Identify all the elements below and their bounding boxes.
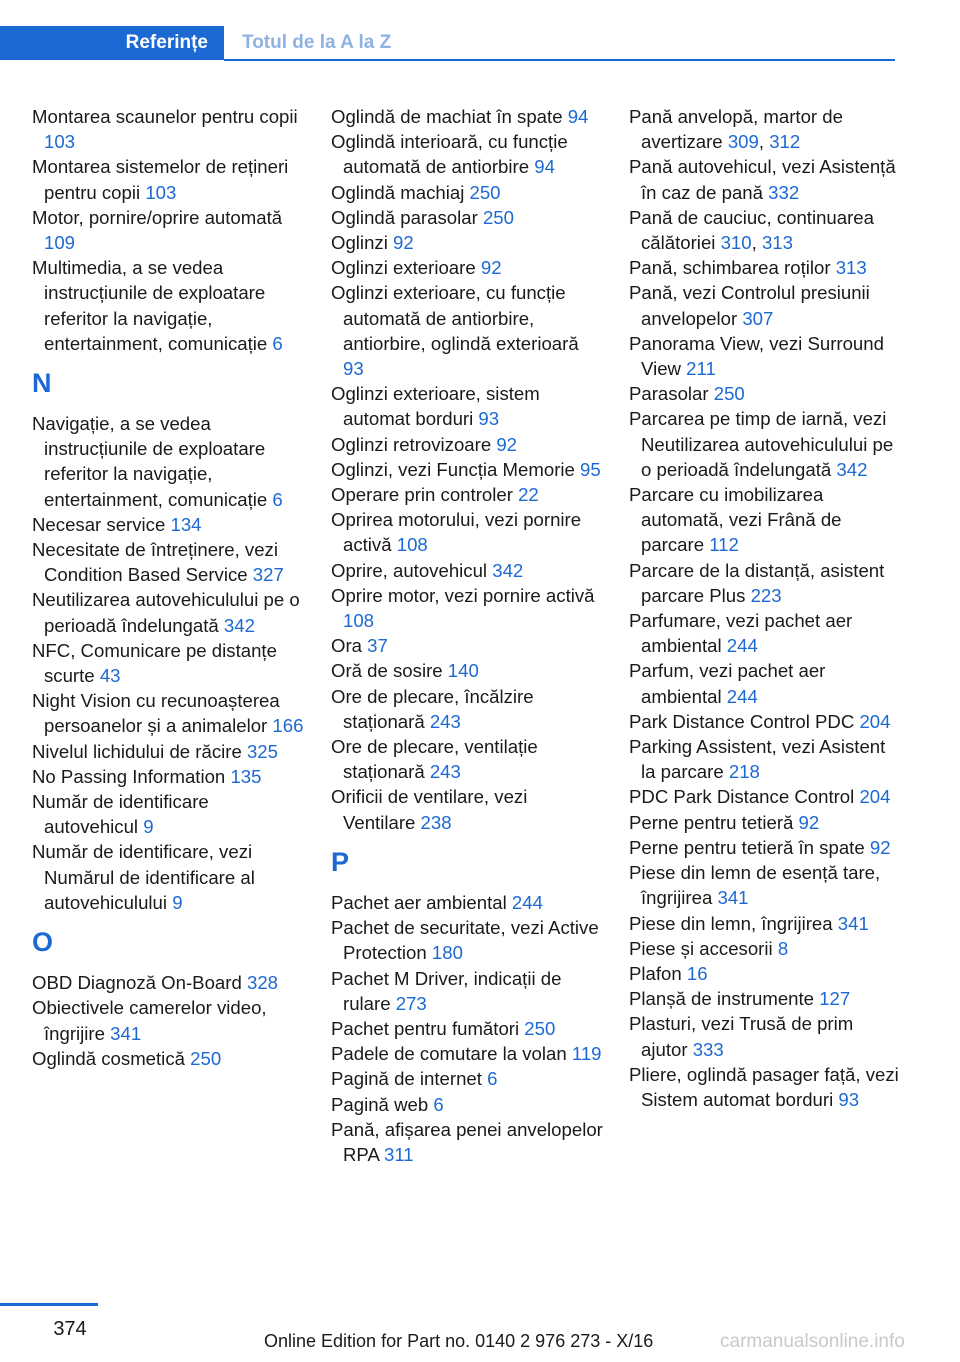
index-entry-text: Pachet M Driver, indicații de rulare [331, 967, 562, 1014]
page-reference-link[interactable]: 328 [246, 972, 279, 994]
index-entry-text: Oglinzi, vezi Funcția Memorie [331, 458, 575, 480]
page-number: 374 [53, 1318, 87, 1340]
page-reference-link[interactable]: 166 [272, 715, 304, 737]
page-reference-link[interactable]: 93 [343, 358, 364, 380]
index-entry [629, 709, 901, 734]
page-reference-link[interactable]: 325 [246, 740, 278, 762]
index-entry [629, 961, 901, 986]
index-entry-text: Ora [331, 635, 362, 657]
page-reference-link[interactable]: 243 [429, 710, 461, 732]
page-reference-link[interactable]: 119 [571, 1043, 602, 1065]
page-reference-link[interactable]: 341 [717, 887, 749, 909]
index-entry-text: NFC, Comunicare pe distanțe scurte [32, 639, 277, 687]
index-entry [629, 986, 901, 1011]
index-entry-text: Pachet de securitate, vezi Active Protection [331, 917, 599, 964]
index-entry [331, 1016, 603, 1041]
index-entry [32, 764, 304, 789]
index-entry [32, 205, 304, 255]
index-entry-text: Oglindă interioară, cu funcție automată de antiorbire [331, 131, 568, 178]
page-reference-link[interactable]: 313 [835, 257, 867, 279]
index-entry-text: Montarea sistemelor de rețineri pentru copii [32, 156, 289, 203]
page-reference-link[interactable]: 180 [431, 942, 463, 964]
index-entry-text: Multimedia, a se vedea instrucțiunile de exploatare referitor la navigație, entertainment, comunicație [32, 257, 268, 354]
index-entry [32, 789, 304, 839]
index-entry [331, 230, 603, 255]
index-entry-text: Plasturi, vezi Trusă de prim ajutor [629, 1013, 854, 1060]
index-column-2 [331, 104, 603, 1167]
index-entry [32, 688, 304, 738]
index-entry [331, 890, 603, 915]
page-reference-link[interactable]: 250 [482, 206, 514, 228]
page-reference-link[interactable]: 309 [727, 131, 759, 153]
index-entry-text: Pachet aer ambiental [331, 891, 507, 913]
page-reference-link[interactable]: 103 [44, 131, 76, 153]
page-header [0, 26, 895, 62]
page-reference-link[interactable]: 341 [110, 1022, 142, 1044]
index-entry [629, 482, 901, 558]
index-entry-text: Pană, vezi Controlul presiunii anvelopelor [629, 282, 870, 329]
page-reference-link[interactable]: 307 [742, 307, 774, 329]
index-entry [629, 154, 901, 204]
index-entry-text: Piese și accesorii [629, 937, 773, 959]
index-entry-text: No Passing Information [32, 765, 226, 787]
index-entry [32, 970, 304, 995]
index-entry-text: Oră de sosire [331, 660, 443, 682]
section-tab-a-z: Totul de la A la Z [242, 32, 392, 53]
page-reference-link[interactable]: 250 [713, 383, 745, 405]
index-entry-text: Oglinzi exterioare, cu funcție automată de antiorbire, antiorbire, oglindă exterioară [331, 282, 579, 354]
index-entry-text: Perne pentru tetieră în spate [629, 836, 865, 858]
index-entry [629, 911, 901, 936]
index-entry-text: Număr de identificare autovehicul [32, 791, 209, 838]
index-entry [629, 835, 901, 860]
page-reference-link[interactable]: 16 [686, 962, 708, 984]
index-entry-text: Necesar service [32, 513, 166, 535]
page-reference-link[interactable]: 342 [223, 614, 255, 636]
index-entry [331, 658, 603, 683]
index-entry-text: Necesitate de întreținere, vezi Condition Based Service [32, 539, 278, 586]
index-entry-text: Nivelul lichidului de răcire [32, 740, 242, 762]
page-reference-link[interactable]: 223 [750, 584, 782, 606]
index-entry [331, 1041, 603, 1066]
page-reference-link[interactable]: 273 [395, 992, 427, 1014]
page-reference-link[interactable]: 8 [777, 937, 789, 959]
index-entry [32, 104, 304, 154]
index-entry [331, 104, 603, 129]
page-reference-link[interactable]: 94 [567, 106, 589, 127]
index-entry [629, 784, 901, 809]
index-entry [331, 583, 603, 633]
page-reference-link[interactable]: 332 [768, 181, 800, 203]
page-reference-link[interactable]: 333 [692, 1038, 724, 1060]
index-entry-text: Ore de plecare, ventilație staționară [331, 736, 538, 783]
index-entry [32, 537, 304, 587]
page-reference-link[interactable]: 6 [433, 1093, 444, 1115]
watermark-text: carmanualsonline.info [720, 1331, 905, 1352]
index-entry [32, 512, 304, 537]
index-entry [331, 482, 603, 507]
index-entry [629, 810, 901, 835]
index-entry: Pană anvelopă, martor de avertizare 309, 312 [629, 106, 843, 153]
index-entry [629, 1011, 901, 1061]
index-entry-text: Park Distance Control PDC [629, 710, 855, 732]
index-entry [331, 966, 603, 1016]
index-entry [331, 507, 603, 557]
page-reference-link[interactable]: 93 [478, 408, 500, 430]
page-reference-link[interactable]: 342 [836, 458, 868, 480]
page-reference-link[interactable]: 135 [230, 765, 262, 787]
index-entry [331, 129, 603, 179]
index-entry-text: PDC Park Distance Control [629, 786, 855, 808]
index-entry-text: Orificii de ventilare, vezi Ventilare [331, 786, 528, 833]
index-entry-text: Neutilizarea autovehiculului pe o perioadă îndelungată [32, 589, 300, 636]
index-entry [629, 936, 901, 961]
page-reference-link[interactable]: 6 [272, 488, 283, 510]
index-entry [629, 1062, 901, 1112]
index-entry-text: Panorama View, vezi Surround View [629, 332, 884, 380]
page-reference-link[interactable]: 92 [496, 433, 518, 455]
index-letter-heading: O [32, 927, 54, 958]
page-reference-link[interactable]: 9 [172, 891, 183, 913]
index-entry-text: Pagină web [331, 1093, 429, 1115]
index-entry [331, 205, 603, 230]
index-entry-text: Oprirea motorului, vezi pornire activă [331, 509, 582, 556]
index-entry-text: Parasolar [629, 383, 709, 405]
page-reference-link[interactable]: 341 [837, 912, 869, 934]
index-entry [629, 255, 901, 280]
page-reference-link[interactable]: 250 [524, 1017, 556, 1039]
page-reference-link[interactable]: 211 [686, 358, 716, 380]
index-entry [331, 457, 603, 482]
index-entry [32, 739, 304, 764]
index-entry [629, 558, 901, 608]
page-reference-link[interactable]: 311 [384, 1143, 414, 1165]
index-column-1 [32, 104, 304, 1071]
index-entry [331, 734, 603, 784]
index-entry-text: Oglinzi [331, 232, 388, 254]
page-reference-link[interactable]: 313 [761, 232, 793, 254]
index-entry [331, 381, 603, 431]
page-reference-link[interactable]: 92 [393, 232, 414, 254]
index-entry-text: Parcare de la distanță, asistent parcare Plus [629, 559, 885, 606]
index-entry [629, 658, 901, 708]
index-entry-text: Oprire motor, vezi pornire activă [331, 584, 595, 606]
page-reference-link[interactable]: 108 [396, 534, 428, 556]
index-entry-text: Oglinzi exterioare, sistem automat borduri [331, 383, 540, 430]
index-letter-heading: P [331, 846, 350, 877]
index-entry-text: Motor, pornire/oprire automată [32, 206, 283, 228]
index-entry-text: Pană, afișarea penei anvelopelor RPA [331, 1118, 603, 1165]
page-reference-link[interactable]: 109 [44, 232, 76, 254]
index-entry [32, 839, 304, 915]
page-reference-link[interactable]: 95 [580, 458, 601, 480]
index-entry-text: Pachet pentru fumători [331, 1017, 520, 1039]
index-entry-text: Pliere, oglindă pasager față, vezi Sistem automat borduri [629, 1063, 899, 1110]
index-entry-text: Parcarea pe timp de iarnă, vezi Neutilizarea autovehiculului pe o perioadă îndelungată [629, 408, 894, 480]
index-entry [32, 1046, 304, 1071]
index-entry [331, 432, 603, 457]
index-entry [32, 411, 304, 512]
index-entry [331, 558, 603, 583]
page-reference-link[interactable]: 6 [487, 1068, 498, 1090]
page-reference-link[interactable]: 112 [709, 534, 739, 556]
index-entry [331, 1117, 603, 1167]
index-entry [629, 331, 901, 381]
header-divider [224, 59, 895, 61]
index-entry [331, 633, 603, 658]
index-entry [629, 381, 901, 406]
index-entry-text: Night Vision cu recunoașterea persoanelor și a animalelor [32, 690, 280, 737]
index-entry-text: Perne pentru tetieră [629, 811, 794, 833]
index-entry-text: Padele de comutare la volan [331, 1043, 567, 1065]
index-entry-text: Oglindă machiaj [331, 181, 465, 203]
page-reference-link[interactable]: 310 [720, 232, 752, 254]
index-entry [331, 684, 603, 734]
index-entry [331, 280, 603, 381]
index-column-3 [629, 104, 901, 1112]
index-entry-text: Planșă de instrumente [629, 988, 815, 1010]
page-reference-link[interactable]: 204 [859, 710, 891, 732]
index-entry [331, 915, 603, 965]
page-reference-link[interactable]: 140 [447, 660, 479, 682]
page-reference-link[interactable]: 250 [469, 181, 501, 203]
index-letter-heading: N [32, 368, 52, 399]
page-reference-link[interactable]: 244 [511, 891, 543, 913]
index-entry [629, 860, 901, 910]
page-reference-link[interactable]: 92 [869, 836, 891, 858]
index-entry [331, 1092, 603, 1117]
index-entry-text: Plafon [629, 962, 682, 984]
index-entry-text: Obiectivele camerelor video, îngrijire [32, 997, 267, 1044]
page-reference-link[interactable]: 312 [769, 131, 801, 153]
index-entry-text: Navigație, a se vedea instrucțiunile de exploatare referitor la navigație, entertainment, comunicație [32, 413, 268, 510]
index-entry-text: Parfumare, vezi pachet aer ambiental [629, 610, 853, 657]
page-reference-link[interactable]: 92 [798, 811, 820, 833]
page-reference-link[interactable]: 204 [859, 786, 891, 808]
index-entry [32, 995, 304, 1045]
page-reference-link[interactable]: 37 [367, 635, 388, 657]
page-reference-link[interactable]: 250 [190, 1047, 222, 1069]
page-reference-link[interactable]: 244 [726, 635, 758, 657]
page-reference-link[interactable]: 243 [429, 761, 461, 783]
index-entry-text: Oglindă cosmetică [32, 1047, 185, 1069]
footer-divider [0, 1303, 98, 1306]
index-entry-text: Pană anvelopă, martor de avertizare [629, 106, 843, 153]
index-entry [32, 154, 304, 204]
index-entry [331, 1066, 603, 1091]
page-reference-link[interactable]: 94 [534, 156, 555, 178]
index-entry-text: Oglindă parasolar [331, 206, 478, 228]
index-entry-text: Oprire, autovehicul [331, 559, 488, 581]
edition-note: Online Edition for Part no. 0140 2 976 273 - X/16 [264, 1331, 654, 1351]
index-entry [629, 280, 901, 330]
page-reference-link[interactable]: 103 [145, 181, 177, 203]
index-entry-text: Oglinzi retrovizoare [331, 433, 492, 455]
index-entry-text: Pagină de internet [331, 1068, 482, 1090]
page-reference-link[interactable]: 127 [819, 988, 851, 1010]
index-entry-text: Parfum, vezi pachet aer ambiental [629, 660, 826, 707]
index-entry-text: Operare prin controler [331, 484, 513, 506]
page-reference-link[interactable]: 327 [252, 564, 284, 586]
index-entry-text: Oglinzi exterioare [331, 257, 476, 279]
index-entry-text: Ore de plecare, încălzire staționară [331, 685, 534, 732]
page-reference-link[interactable]: 6 [272, 332, 283, 354]
index-entry [32, 255, 304, 356]
page-reference-link[interactable]: 238 [420, 811, 452, 833]
index-entry-text: Pană de cauciuc, continuarea călătoriei [629, 206, 874, 254]
index-entry-text: OBD Diagnoză On-Board [32, 972, 242, 994]
page-reference-link[interactable]: 244 [726, 685, 758, 707]
page-reference-link[interactable]: 22 [518, 484, 539, 506]
index-entry [331, 180, 603, 205]
page-reference-link[interactable]: 92 [480, 257, 502, 279]
index-entry: Pană de cauciuc, continuarea călătoriei 310, 313 [629, 206, 874, 254]
page-reference-link[interactable]: 9 [143, 816, 154, 838]
index-entry [331, 784, 603, 834]
index-entry-text: Parking Assistent, vezi Asistent la parcare [629, 736, 886, 783]
index-entry-text: Parcare cu imobilizarea automată, vezi Frână de parcare [629, 484, 842, 556]
page-reference-link[interactable]: 93 [838, 1088, 860, 1110]
index-entry [629, 406, 901, 482]
page-reference-link[interactable]: 43 [99, 665, 121, 687]
index-entry [32, 638, 304, 688]
page-reference-link[interactable]: 218 [728, 761, 760, 783]
index-entry-text: Oglindă de machiat în spate [331, 106, 563, 127]
index-entry-text: Pană autovehicul, vezi Asistență în caz de pană [629, 156, 896, 203]
index-entry [32, 587, 304, 637]
page-reference-link[interactable]: 342 [492, 559, 524, 581]
index-entry-text: Piese din lemn, îngrijirea [629, 912, 833, 934]
index-entry-text: Pană, schimbarea roților [629, 257, 831, 279]
index-entry-text: Piese din lemn de esență tare, îngrijirea [629, 862, 881, 909]
page-reference-link[interactable]: 108 [343, 610, 375, 632]
index-entry-text: Montarea scaunelor pentru copii [32, 106, 298, 127]
index-entry [629, 734, 901, 784]
index-entry-text: Număr de identificare, vezi Numărul de identificare al autovehiculului [32, 841, 255, 913]
section-tab-referinte: Referințe [0, 26, 224, 60]
index-entry [629, 608, 901, 658]
page-reference-link[interactable]: 134 [170, 513, 202, 535]
index-entry [331, 255, 603, 280]
